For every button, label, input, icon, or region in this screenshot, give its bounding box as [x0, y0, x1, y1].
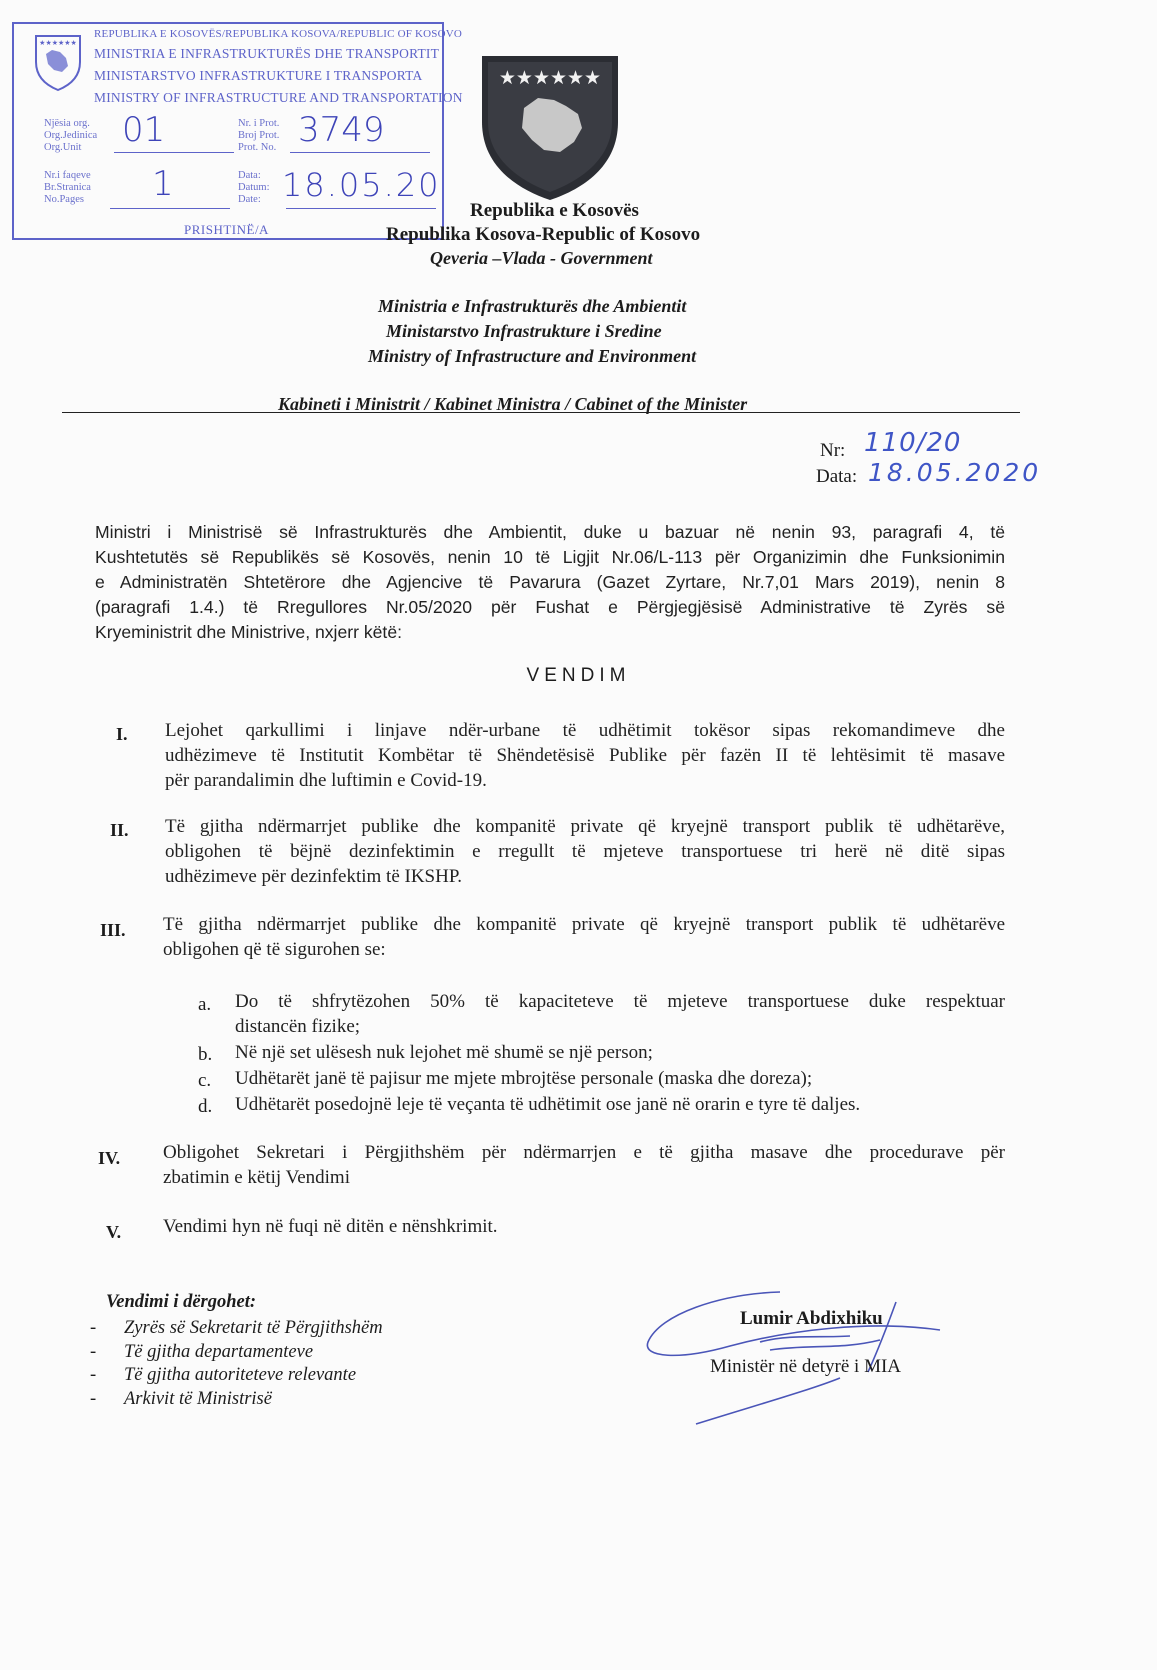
sub-item-letter: d. — [198, 1096, 213, 1117]
stamp-divider — [110, 208, 230, 209]
sub-item-text: Do të shfrytëzohen 50% të kapaciteteve të mjeteve transportuese duke respektuar distancën fizike; — [235, 991, 1005, 1037]
decision-title: VENDIM — [526, 665, 631, 686]
preamble-line: e Administratën Shtetërore dhe Agjencive të Pavarura (Gazet Zyrtare, Nr.7,01 Mars 2019), nenin 8 — [95, 572, 1005, 592]
preamble-line: Ministri i Ministrisë së Infrastrukturës dhe Ambientit, duke u bazuar në nenin 93, paragrafi 4, të — [95, 522, 1005, 542]
signatory-name: Lumir Abdixhiku — [740, 1308, 883, 1329]
header-divider — [62, 412, 1020, 413]
reference-number-value: 110/20 — [864, 428, 962, 458]
sub-item-text: Udhëtarët janë të pajisur me mjete mbrojtëse personale (maska dhe doreza); — [235, 1068, 813, 1089]
distribution-item: - Arkivit të Ministrisë — [90, 1388, 272, 1409]
stamp-unit-value: 01 — [122, 110, 166, 150]
item-text: Të gjitha ndërmarrjet publike dhe kompanitë private që kryejnë transport publik të udhëtarëve obligohen që të sigurohen se: — [163, 914, 1005, 960]
ministry-name-en: Ministry of Infrastructure and Environment — [368, 346, 697, 366]
item-text: Obligohet Sekretari i Përgjithshëm për ndërmarrjen e të gjitha masave dhe procedurave për zbatimin e këtij Vendimi — [163, 1142, 1005, 1188]
sub-item-letter: a. — [198, 994, 212, 1015]
registration-stamp — [12, 22, 463, 240]
stamp-ministry-sr: MINISTARSTVO INFRASTRUKTURE I TRANSPORTA — [94, 68, 423, 83]
item-number: IV. — [98, 1148, 121, 1168]
item-number: III. — [100, 920, 126, 940]
reference-number-label: Nr: — [820, 440, 846, 461]
header-republic-sq: Republika e Kosovës — [470, 200, 639, 221]
preamble-line: Kushtetutës së Republikës së Kosovës, nenin 10 të Ligjit Nr.06/L-113 për Organizimin dhe Funksionimin — [95, 547, 1005, 567]
item-text: Vendimi hyn në fuqi në ditën e nënshkrimit. — [163, 1216, 498, 1237]
sub-item-text: Në një set ulësesh nuk lejohet më shumë se një person; — [235, 1042, 653, 1063]
stamp-divider — [290, 152, 430, 153]
distribution-item: - Të gjitha autoriteteve relevante — [90, 1365, 357, 1385]
distribution-title: Vendimi i dërgohet: — [106, 1292, 257, 1312]
stamp-unit-labels: Njësia org. Org.Jedinica Org.Unit — [44, 118, 98, 153]
reference-date-label: Data: — [816, 466, 858, 487]
ministry-name-sq: Ministria e Infrastrukturës dhe Ambientit — [378, 296, 687, 316]
stamp-prot-value: 3749 — [298, 110, 385, 150]
stamp-ministry-sq: MINISTRIA E INFRASTRUKTURËS DHE TRANSPORTIT — [94, 46, 440, 61]
stamp-ministry-en: MINISTRY OF INFRASTRUCTURE AND TRANSPORTATION — [94, 90, 463, 105]
stamp-republic-line: REPUBLIKA E KOSOVËS/REPUBLIKA KOSOVA/REPUBLIC OF KOSOVO — [94, 28, 463, 40]
kosovo-coat-of-arms-icon — [478, 52, 622, 202]
signatory-title: Ministër në detyrë i MIA — [710, 1356, 902, 1377]
reference-date-value: 18.05.2020 — [868, 458, 1042, 487]
signature-scribble — [640, 1280, 980, 1430]
distribution-list — [90, 1318, 383, 1412]
stamp-divider — [286, 208, 436, 209]
item-number: I. — [116, 724, 128, 744]
stamp-date-labels: Data: Datum: Date: — [238, 170, 270, 205]
item-text: Të gjitha ndërmarrjet publike dhe kompanitë private që kryejnë transport publik të udhëtarëve, obligohen të bëjnë dezinfektimin e rregullt të mjeteve transportuese tri herë në ditë sipas udhëzimeve për dezinfektim të IKSHP. — [165, 816, 1005, 887]
stamp-date-value: 18.05.20 — [282, 166, 441, 204]
stamp-prot-labels: Nr. i Prot. Broj Prot. Prot. No. — [238, 118, 280, 153]
preamble — [95, 520, 1005, 645]
item-text: Lejohet qarkullimi i linjave ndër-urbane të udhëtimit tokësor sipas rekomandimeve dhe udhëzimeve të Institutit Kombëtar të Shëndetësisë Publike për fazën II të lehtësimit të masave për parandalimin dhe luftimin e Covid-19. — [165, 720, 1005, 791]
svg-text:★★★★★★: ★★★★★★ — [39, 39, 77, 47]
item-number: V. — [106, 1222, 122, 1242]
stamp-pages-labels: Nr.i faqeve Br.Stranica No.Pages — [44, 170, 91, 205]
distribution-item: - Të gjitha departamenteve — [90, 1341, 314, 1362]
cabinet-title: Kabineti i Ministrit / Kabinet Ministra / Cabinet of the Minister — [278, 394, 748, 414]
item-number: II. — [110, 820, 129, 840]
sub-item-letter: c. — [198, 1070, 212, 1091]
preamble-line: Kryeministrit dhe Ministrive, nxjerr këtë: — [95, 622, 402, 642]
stamp-pages-value: 1 — [152, 164, 174, 204]
preamble-line: (paragrafi 1.4.) të Rregullores Nr.05/2020 për Fushat e Përgjegjësisë Administrative të Zyrës së — [95, 597, 1005, 617]
sub-item-letter: b. — [198, 1044, 213, 1065]
stamp-divider — [114, 152, 234, 153]
distribution-item: - Zyrës së Sekretarit të Përgjithshëm — [90, 1318, 383, 1338]
kosovo-emblem-icon — [32, 32, 84, 92]
sub-item-text: Udhëtarët posedojnë leje të veçanta të udhëtimit ose janë në orarin e tyre të daljes. — [235, 1094, 861, 1115]
svg-text:★★★★★★: ★★★★★★ — [498, 67, 602, 89]
header-republic-sr-en: Republika Kosova-Republic of Kosovo — [386, 224, 701, 245]
header-government: Qeveria –Vlada - Government — [430, 248, 653, 268]
ministry-name-sr: Ministarstvo Infrastrukture i Sredine — [386, 321, 662, 341]
stamp-city: PRISHTINË/A — [184, 222, 269, 237]
